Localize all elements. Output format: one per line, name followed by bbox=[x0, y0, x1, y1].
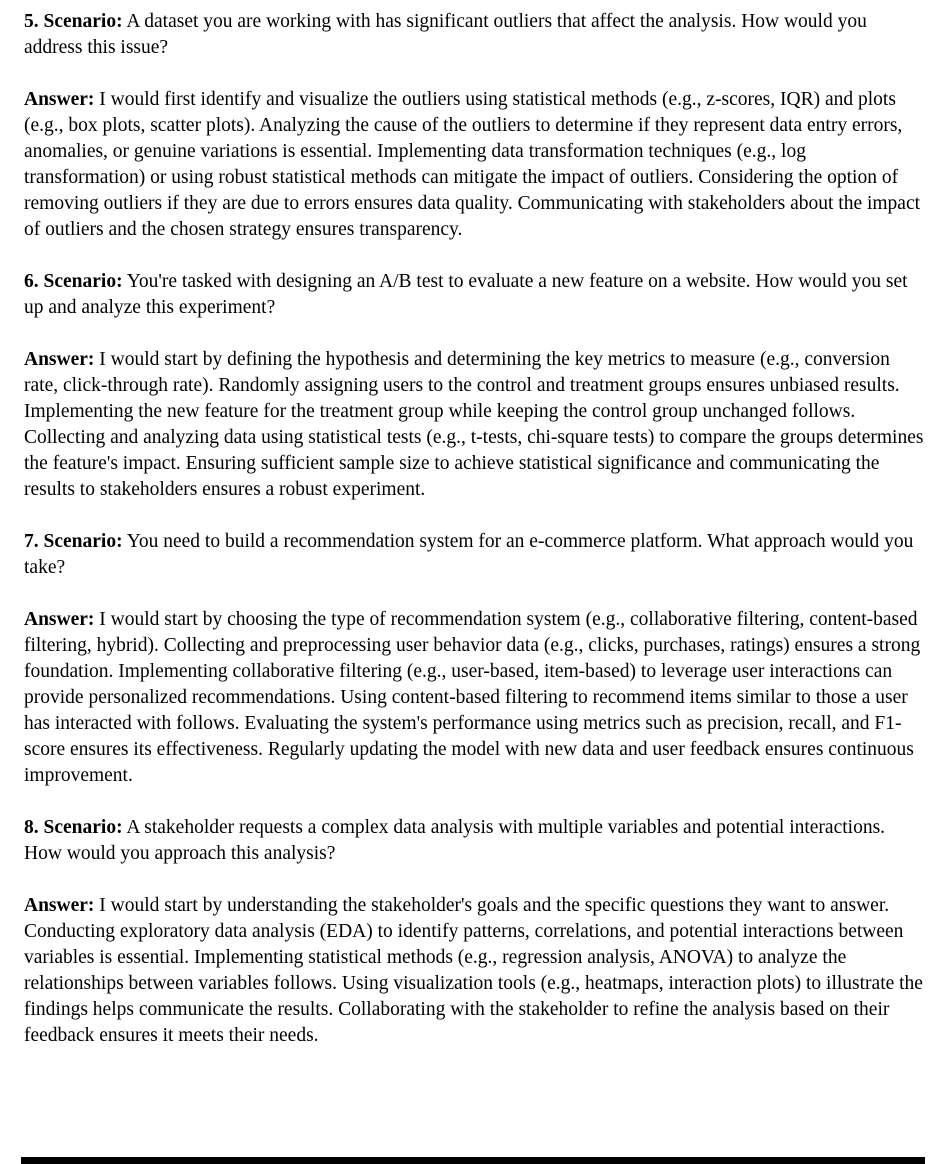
answer-label: Answer: bbox=[24, 349, 95, 370]
question-text: A dataset you are working with has significant outliers that affect the analysis. How would you address this issue? bbox=[24, 11, 867, 58]
answer-label: Answer: bbox=[24, 609, 95, 630]
qa-block-8 bbox=[24, 815, 924, 1049]
question-paragraph bbox=[24, 9, 924, 61]
page-bottom-divider bbox=[21, 1157, 925, 1164]
answer-label: Answer: bbox=[24, 895, 95, 916]
question-text: You're tasked with designing an A/B test to evaluate a new feature on a website. How would you set up and analyze this experiment? bbox=[24, 271, 908, 318]
question-label: 7. Scenario: bbox=[24, 531, 123, 552]
answer-paragraph bbox=[24, 347, 924, 503]
question-label: 6. Scenario: bbox=[24, 271, 123, 292]
answer-label: Answer: bbox=[24, 89, 95, 110]
answer-paragraph bbox=[24, 87, 924, 243]
answer-paragraph bbox=[24, 607, 924, 789]
question-paragraph bbox=[24, 529, 924, 581]
qa-block-6 bbox=[24, 269, 924, 503]
question-label: 8. Scenario: bbox=[24, 817, 123, 838]
qa-block-5 bbox=[24, 9, 924, 243]
answer-paragraph bbox=[24, 893, 924, 1049]
answer-text: I would start by understanding the stakeholder's goals and the specific questions they want to answer. Conducting exploratory data analysis (EDA) to identify patterns, correlations, and potential interactions between variables is essential. Implementing statistical methods (e.g., regression analysis, ANOVA) to analyze the relationships between variables follows. Using visualization tools (e.g., heatmaps, interaction plots) to illustrate the findings helps communicate the results. Collaborating with the stakeholder to refine the analysis based on their feedback ensures it meets their needs. bbox=[24, 895, 923, 1046]
question-text: You need to build a recommendation system for an e-commerce platform. What approach would you take? bbox=[24, 531, 914, 578]
answer-text: I would first identify and visualize the outliers using statistical methods (e.g., z-scores, IQR) and plots (e.g., box plots, scatter plots). Analyzing the cause of the outliers to determine if they represent data entry errors, anomalies, or genuine variations is essential. Implementing data transformation techniques (e.g., log transformation) or using robust statistical methods can mitigate the impact of outliers. Considering the option of removing outliers if they are due to errors ensures data quality. Communicating with stakeholders about the impact of outliers and the chosen strategy ensures transparency. bbox=[24, 89, 921, 240]
answer-text: I would start by defining the hypothesis and determining the key metrics to measure (e.g., conversion rate, click-through rate). Randomly assigning users to the control and treatment groups ensures unbiased results. Implementing the new feature for the treatment group while keeping the control group unchanged follows. Collecting and analyzing data using statistical tests (e.g., t-tests, chi-square tests) to compare the groups determines the feature's impact. Ensuring sufficient sample size to achieve statistical significance and communicating the results to stakeholders ensures a robust experiment. bbox=[24, 349, 924, 500]
question-text: A stakeholder requests a complex data analysis with multiple variables and potential interactions. How would you approach this analysis? bbox=[24, 817, 886, 864]
qa-block-7 bbox=[24, 529, 924, 789]
question-paragraph bbox=[24, 269, 924, 321]
question-paragraph bbox=[24, 815, 924, 867]
answer-text: I would start by choosing the type of recommendation system (e.g., collaborative filtering, content-based filtering, hybrid). Collecting and preprocessing user behavior data (e.g., clicks, purchases, ratings) ensures a strong foundation. Implementing collaborative filtering (e.g., user-based, item-based) to leverage user interactions can provide personalized recommendations. Using content-based filtering to recommend items similar to those a user has interacted with follows. Evaluating the system's performance using metrics such as precision, recall, and F1-score ensures its effectiveness. Regularly updating the model with new data and user feedback ensures continuous improvement. bbox=[24, 609, 921, 786]
question-label: 5. Scenario: bbox=[24, 11, 123, 32]
